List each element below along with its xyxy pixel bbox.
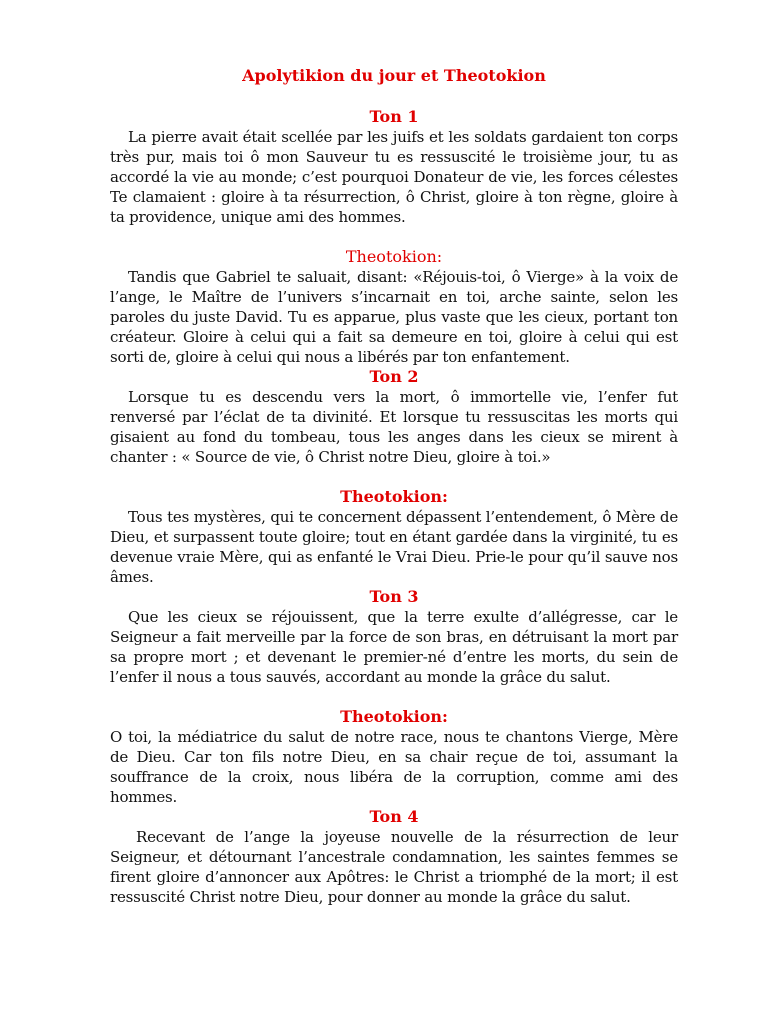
heading-ton-2: Ton 2 [369,367,419,386]
paragraph-ton-1: La pierre avait était scellée par les juifs et les soldats gardaient ton corps très pur, mais toi ô mon Sauveur tu es ressuscité le troisième jour, tu as accordé la vie au monde; c’est pourquoi Donateur de vie, les forces célestes Te clamaient : gloire à ta résurrection, ô Christ, gloire à ton règne, gloire à ta providence, unique ami des hommes. [110,128,678,226]
paragraph-ton-2: Lorsque tu es descendu vers la mort, ô immortelle vie, l’enfer fut renversé par l’éclat de ta divinité. Et lorsque tu ressuscitas les morts qui gisaient au fond du tombeau, tous les anges dans les cieux se mirent à chanter : « Source de vie, ô Christ notre Dieu, gloire à toi.» [110,388,678,466]
document-page [110,65,678,907]
paragraph-theotokion-1: Tandis que Gabriel te saluait, disant: «Réjouis-toi, ô Vierge» à la voix de l’ange, le Maître de l’univers s’incarnait en toi, arche sainte, selon les paroles du juste David. Tu es apparue, plus vaste que les cieux, portant ton créateur. Gloire à celui qui a fait sa demeure en toi, gloire à celui qui est sorti de, gloire à celui qui nous a libérés par ton enfantement. [110,268,678,366]
heading-ton-3: Ton 3 [369,587,419,606]
heading-theotokion-1: Theotokion: [345,247,443,266]
document-title: Apolytikion du jour et Theotokion [242,66,546,85]
heading-theotokion-2: Theotokion: [340,487,448,506]
paragraph-theotokion-2: Tous tes mystères, qui te concernent dépassent l’entendement, ô Mère de Dieu, et surpassent toute gloire; tout en étant gardée dans la virginité, tu es devenue vraie Mère, qui as enfanté le Vrai Dieu. Prie-le pour qu’il sauve nos âmes. [110,508,678,586]
paragraph-theotokion-3: O toi, la médiatrice du salut de notre race, nous te chantons Vierge, Mère de Dieu. Car ton fils notre Dieu, en sa chair reçue de toi, assumant la souffrance de la croix, nous libéra de la corruption, comme ami des hommes. [110,728,678,806]
heading-ton-4: Ton 4 [369,807,419,826]
heading-theotokion-3: Theotokion: [340,707,448,726]
heading-ton-1: Ton 1 [369,107,419,126]
paragraph-ton-3: Que les cieux se réjouissent, que la terre exulte d’allégresse, car le Seigneur a fait merveille par la force de son bras, en détruisant la mort par sa propre mort ; et devenant le premier-né d’entre les morts, du sein de l’enfer il nous a tous sauvés, accordant au monde la grâce du salut. [110,608,678,686]
paragraph-ton-4: Recevant de l’ange la joyeuse nouvelle de la résurrection de leur Seigneur, et détournant l’ancestrale condamnation, les saintes femmes se firent gloire d’annoncer aux Apôtres: le Christ a triomphé de la mort; il est ressuscité Christ notre Dieu, pour donner au monde la grâce du salut. [110,828,678,906]
